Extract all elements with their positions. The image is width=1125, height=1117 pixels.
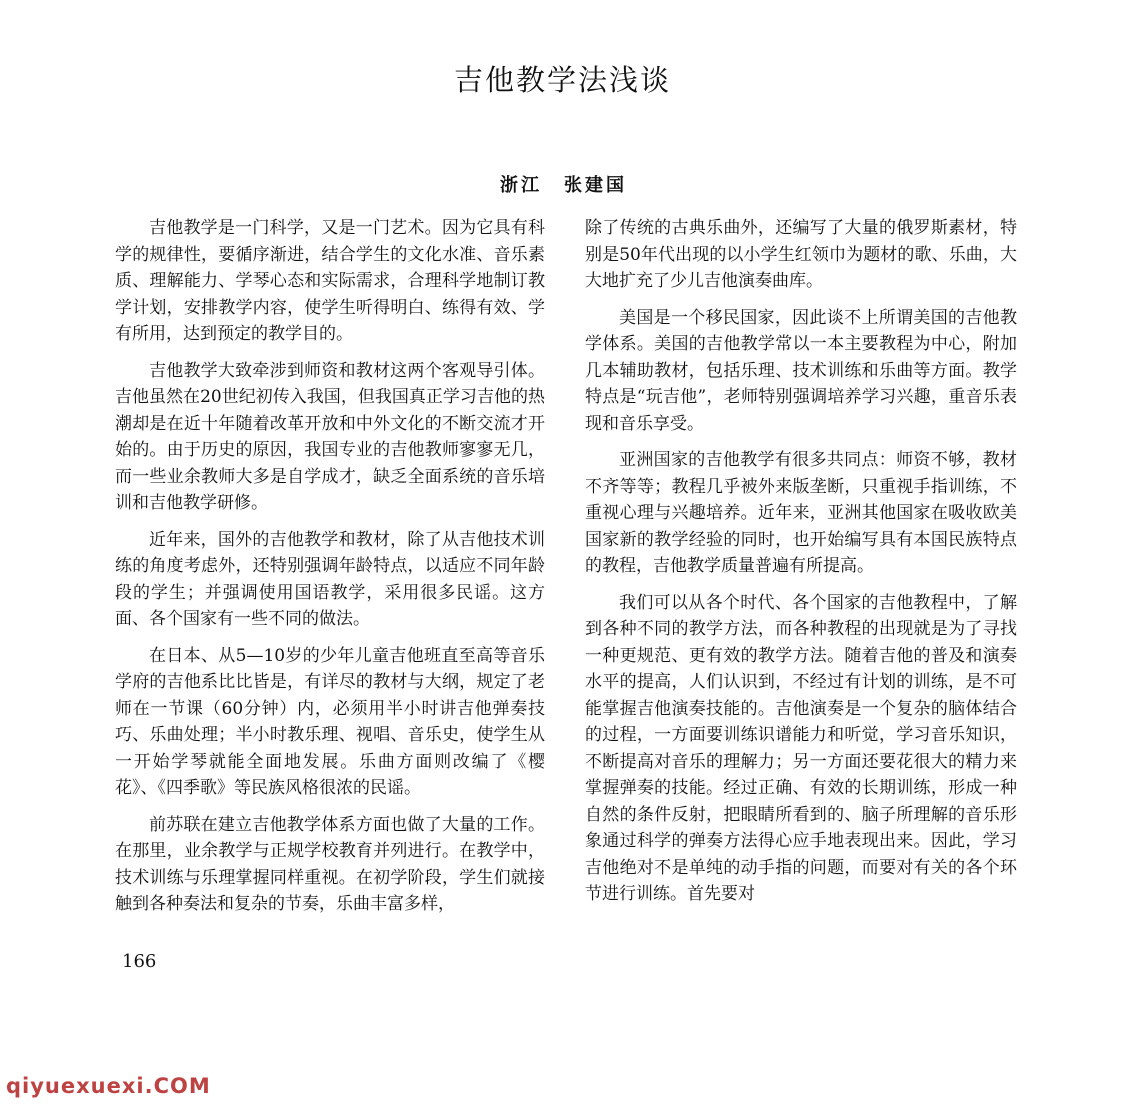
author-line xyxy=(500,174,627,198)
page-number: 166 xyxy=(122,951,157,972)
paragraph: 吉他教学是一门科学，又是一门艺术。因为它具有科学的规律性，要循序渐进，结合学生的文化水准、音乐素质、理解能力、学琴心态和实际需求，合理科学地制订教学计划，安排教学内容，使学生听得明白、练得有效、学有所用，达到预定的教学目的。 xyxy=(115,218,545,344)
paragraph: 在日本、从5—10岁的少年儿童吉他班直至高等音乐学府的吉他系比比皆是，有详尽的教材与大纲，规定了老师在一节课（60分钟）内，必须用半小时讲吉他弹奏技巧、乐曲处理；半小时教乐理、视唱、音乐史，使学生从一开始学琴就能全面地发展。乐曲方面则改编了《樱花》、《四季歌》等民族风格很浓的民谣。 xyxy=(115,645,545,798)
article-title: 吉他教学法浅谈 xyxy=(453,63,671,97)
author-name: 张建国 xyxy=(564,175,627,196)
paragraph: 亚洲国家的吉他教学有很多共同点：师资不够，教材不齐等等；教程几乎被外来版垄断，只重视手指训练，不重视心理与兴趣培养。近年来，亚洲其他国家在吸收欧美国家新的教学经验的同时，也开始编写具有本国民族特点的教程，吉他教学质量普遍有所提高。 xyxy=(585,450,1017,576)
right-column xyxy=(585,215,1017,918)
paragraph: 吉他教学大致牵涉到师资和教材这两个客观导引体。吉他虽然在20世纪初传入我国，但我国真正学习吉他的热潮却是在近十年随着改革开放和中外文化的不断交流才开始的。由于历史的原因，我国专业的吉他教师寥寥无几，而一些业余教师大多是自学成才，缺乏全面系统的音乐培训和吉他教学研修。 xyxy=(115,360,545,513)
left-column xyxy=(115,215,545,928)
author-region: 浙江 xyxy=(500,175,542,196)
paragraph-continued: 除了传统的古典乐曲外，还编写了大量的俄罗斯素材，特别是50年代出现的以小学生红领巾为题材的歌、乐曲，大大地扩充了少儿吉他演奏曲库。 xyxy=(585,218,1017,291)
site-watermark[interactable]: qiyuexuexi.COM xyxy=(6,1074,211,1098)
paragraph: 前苏联在建立吉他教学体系方面也做了大量的工作。在那里，业余教学与正规学校教育并列进行。在教学中，技术训练与乐理掌握同样重视。在初学阶段，学生们就接触到各种奏法和复杂的节奏，乐曲丰富多样， xyxy=(115,814,545,914)
paragraph: 近年来，国外的吉他教学和教材，除了从吉他技术训练的角度考虑外，还特别强调年龄特点，以适应不同年龄段的学生；并强调使用国语教学，采用很多民谣。这方面、各个国家有一些不同的做法。 xyxy=(115,529,545,629)
paragraph: 美国是一个移民国家，因此谈不上所谓美国的吉他教学体系。美国的吉他教学常以一本主要教程为中心，附加几本辅助教材，包括乐理、技术训练和乐曲等方面。教学特点是“玩吉他”，老师特别强调培养学习兴趣，重音乐表现和音乐享受。 xyxy=(585,307,1017,434)
paragraph: 我们可以从各个时代、各个国家的吉他教程中，了解到各种不同的教学方法，而各种教程的出现就是为了寻找一种更规范、更有效的教学方法。随着吉他的普及和演奏水平的提高，人们认识到，不经过有计划的训练，是不可能掌握吉他演奏技能的。吉他演奏是一个复杂的脑体结合的过程，一方面要训练识谱能力和听觉，学习音乐知识，不断提高对音乐的理解力；另一方面还要花很大的精力来掌握弹奏的技能。经过正确、有效的长期训练，形成一种自然的条件反射，把眼睛所看到的、脑子所理解的音乐形象通过科学的弹奏方法得心应手地表现出来。因此，学习吉他绝对不是单纯的动手指的问题，而要对有关的各个环节进行训练。首先要对 xyxy=(585,592,1017,904)
